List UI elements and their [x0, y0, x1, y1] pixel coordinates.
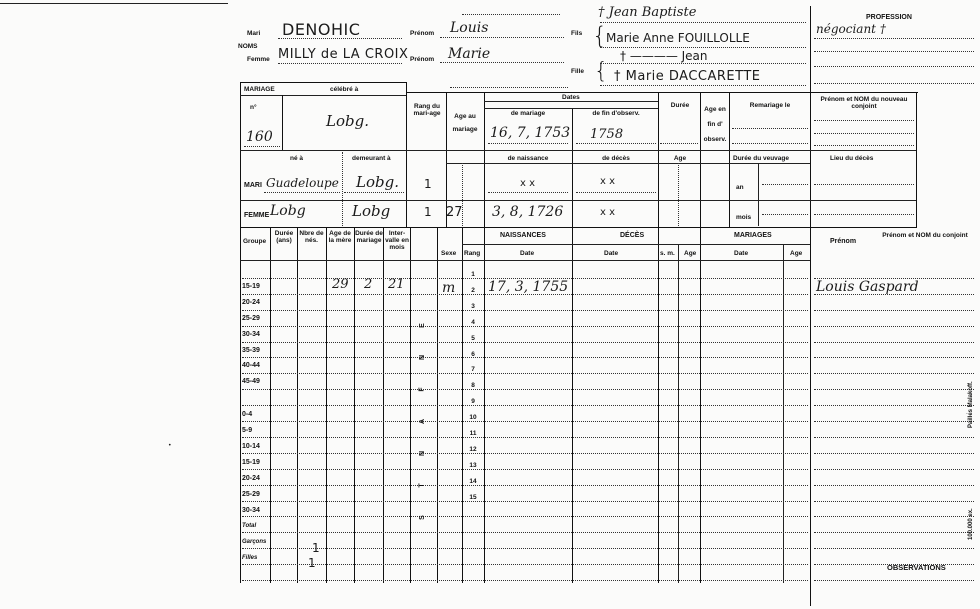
- veuvage-divider: [758, 163, 759, 226]
- table-row-rule-right: [814, 437, 974, 438]
- table-row-rule-right: [814, 548, 974, 549]
- femme-demeurant: Lobg: [352, 202, 391, 220]
- de-mariage-label: de mariage: [510, 110, 546, 117]
- mari-row-bottom: [240, 200, 916, 201]
- number-rule: [244, 146, 280, 147]
- group-label: 40-44: [242, 362, 260, 370]
- child1-duree-mariage: 2: [364, 277, 373, 292]
- profession-label: PROFESSION: [866, 14, 912, 21]
- femme-name: MILLY de LA CROIX: [278, 47, 409, 62]
- prof-rule1: [814, 38, 974, 39]
- prenom-top-line: [462, 14, 560, 15]
- remariage-rule2: [732, 143, 808, 144]
- th-intervalle: Inter-valle en mois: [385, 230, 409, 251]
- table-row-rule: [242, 485, 808, 486]
- conjoint-rule1: [814, 120, 914, 121]
- table-row-rule: [242, 532, 808, 533]
- th-age-mere: Age de la mère: [328, 230, 352, 244]
- enfants-letter: S: [418, 515, 426, 520]
- top-left-rule: [0, 3, 228, 4]
- table-row-rule-right: [814, 405, 974, 406]
- dates-sub-rule2: [484, 108, 658, 109]
- mari-prenom: Louis: [450, 20, 489, 36]
- table-row-rule-right: [814, 342, 974, 343]
- table-row-rule: [242, 548, 808, 549]
- side-text-1: Pailles Malakoff.: [968, 381, 974, 428]
- age-label: Age: [673, 155, 687, 162]
- rank-number: 15: [469, 493, 477, 501]
- rank-number: 14: [469, 477, 477, 485]
- total-label: Garçons: [242, 539, 267, 546]
- group-label: 5-9: [242, 427, 253, 434]
- age2-split-divider: [678, 163, 679, 226]
- table-row-rule: [242, 326, 808, 327]
- rank-number: 13: [469, 461, 477, 469]
- table-row-rule-right: [814, 389, 974, 390]
- duree-rule: [660, 143, 698, 144]
- th-mar-date: Date: [734, 250, 749, 257]
- fille-line1-rule: [600, 63, 806, 64]
- femme-label: Femme: [247, 56, 270, 63]
- table-row-rule-right: [814, 580, 974, 581]
- conjoint-rule3: [814, 145, 914, 146]
- nouveau-conjoint-label: Prénom et NOM du nouveau conjoint: [820, 96, 908, 110]
- group-label: 15-19: [242, 458, 260, 466]
- noms-label: NOMS: [238, 43, 258, 50]
- rank-number: 9: [471, 398, 475, 406]
- mari-ne: Guadeloupe: [266, 176, 339, 190]
- femme-row-label: FEMME: [244, 212, 270, 219]
- mari-label: Mari: [247, 30, 261, 37]
- right-column-divider: [810, 6, 811, 606]
- fille-line2-rule: [600, 85, 806, 86]
- mari-nais-rule: [488, 192, 568, 193]
- fils-line1-rule: [600, 22, 806, 23]
- fils-line2: Marie Anne FOUILLOLLE: [606, 31, 750, 45]
- fils-label: Fils: [571, 30, 583, 37]
- group-label: 30-34: [242, 330, 260, 338]
- enfants-letter: N: [419, 450, 427, 457]
- no-label: n°: [250, 104, 257, 111]
- enfants-letter: A: [419, 418, 427, 425]
- age-au-mariage-label: Age au mariage: [452, 113, 478, 133]
- mariage-place: Lobg.: [326, 112, 369, 130]
- ne-a-label: né à: [290, 155, 304, 162]
- rank-number: 5: [471, 334, 475, 342]
- veuvage-rule2: [762, 214, 808, 215]
- mariage-box-right: [406, 82, 407, 228]
- rang-label: Rang du mari-age: [413, 103, 441, 117]
- th-groupe: Groupe: [243, 238, 267, 245]
- table-row-rule-right: [814, 453, 974, 454]
- celebre-label: célébré à: [330, 86, 359, 93]
- table-row-rule-right: [814, 532, 974, 533]
- enfants-letter: F: [418, 387, 426, 392]
- margin-mark-1: ·: [966, 411, 968, 418]
- th-prenom: Prénom: [830, 238, 857, 245]
- veuvage-rule1: [762, 184, 808, 185]
- th-naiss-date: Date: [520, 250, 535, 257]
- th-deces: DÉCÈS: [620, 232, 645, 239]
- femme-rang: 1: [424, 205, 432, 219]
- mariage-number: 160: [246, 129, 273, 145]
- fin-observ-label: de fin d'observ.: [592, 110, 640, 117]
- rank-number: 3: [471, 302, 475, 310]
- demeurant-divider: [342, 152, 343, 226]
- fils-line1: † Jean Baptiste: [598, 5, 697, 20]
- femme-prenom: Marie: [448, 46, 491, 62]
- remariage-rule1: [732, 128, 808, 129]
- group-label: 15-19: [242, 282, 260, 290]
- prenom-label-femme: Prénom: [410, 56, 435, 63]
- th-naissances: NAISSANCES: [500, 232, 546, 239]
- rank-number: 11: [469, 430, 477, 437]
- fille-label: Fille: [571, 68, 585, 75]
- femme-name-line: [278, 63, 402, 64]
- children-header-bottom: [240, 260, 810, 261]
- dates-sub-rule: [484, 101, 658, 102]
- mariage-sub-rule: [240, 95, 406, 96]
- mois-label: mois: [736, 214, 752, 221]
- table-row-rule: [242, 564, 808, 565]
- mari-deces: x x: [600, 176, 616, 187]
- group-label: 0-4: [242, 411, 253, 419]
- observations-label: OBSERVATIONS: [887, 563, 946, 572]
- enfants-letter: N: [419, 354, 427, 361]
- table-row-rule-right: [814, 501, 974, 502]
- children-sub-rule: [462, 244, 810, 245]
- femme-ne: Lobg: [270, 203, 306, 219]
- dates-label: Dates: [562, 94, 580, 101]
- rank-number: 1: [471, 271, 475, 278]
- mariage-box-left: [240, 82, 241, 228]
- group-label: 20-24: [242, 474, 260, 482]
- mari-name: DENOHIC: [282, 20, 361, 39]
- garcons-value: 1: [308, 556, 316, 570]
- table-row-rule: [242, 437, 808, 438]
- mari-dem-rule: [344, 192, 404, 193]
- th-mariages: MARIAGES: [734, 232, 772, 239]
- group-label: 30-34: [242, 506, 260, 514]
- child1-naissance: 17, 3, 1755: [488, 279, 569, 295]
- rank-number: 7: [471, 366, 475, 374]
- th-nbre: Nbre de nés.: [299, 230, 324, 244]
- age-fin-label: Age en fin d' observ.: [703, 106, 727, 143]
- fille-line2: † Marie DACCARETTE: [614, 69, 761, 84]
- dates-box-top: [406, 92, 810, 93]
- children-left: [240, 227, 241, 583]
- table-row-rule: [242, 389, 808, 390]
- femme-age: 27: [446, 205, 463, 220]
- mari-row-label: MARI: [244, 182, 262, 189]
- table-row-rule: [242, 516, 808, 517]
- lieu-rule1: [814, 184, 914, 185]
- femme-prenom-line: [440, 62, 564, 63]
- dates-right-divider: [658, 92, 659, 228]
- table-row-rule-right: [814, 373, 974, 374]
- mari-dec-rule: [576, 192, 656, 193]
- side-text-2: 100.000 ex.: [968, 508, 974, 540]
- age-fin-divider: [729, 92, 730, 228]
- enfants-letter: E: [418, 323, 426, 328]
- duree-divider: [700, 92, 701, 228]
- margin-dot: •: [168, 442, 172, 449]
- conjoint-box-top: [810, 92, 918, 93]
- th-rang: Rang: [464, 250, 481, 257]
- femme-deces: x x: [600, 207, 616, 218]
- prof-rule4: [814, 83, 974, 84]
- fils-line2-rule: [600, 47, 806, 48]
- lieu-deces-label: Lieu du décès: [830, 155, 874, 162]
- demeurant-label: demeurant à: [352, 155, 391, 162]
- no-divider: [282, 95, 283, 150]
- group-label: 35-39: [242, 346, 260, 354]
- total-value: 1: [312, 541, 320, 555]
- rank-number: 2: [471, 286, 475, 294]
- fille-brace: {: [594, 59, 608, 84]
- table-row-rule: [242, 342, 808, 343]
- prof-rule2: [814, 51, 974, 52]
- profession-value: négociant †: [816, 22, 886, 36]
- an-label: an: [736, 184, 744, 191]
- total-label: Filles: [242, 555, 258, 562]
- th-duree-mariage: Durée de mariage: [355, 230, 383, 244]
- rank-number: 10: [469, 414, 477, 422]
- fille-line1: † ———— Jean: [620, 49, 708, 63]
- prenom-label-mari: Prénom: [410, 30, 435, 37]
- marriage-box-bottom: [240, 227, 916, 228]
- person-sub-rule: [446, 163, 810, 164]
- th-sm: s. m.: [660, 250, 675, 257]
- table-row-rule-right: [814, 485, 974, 486]
- prof-rule3: [814, 66, 974, 67]
- table-row-rule: [242, 310, 808, 311]
- rank-number: 6: [471, 350, 475, 358]
- table-row-rule: [242, 469, 808, 470]
- group-label: 25-29: [242, 314, 260, 322]
- naissance-label: de naissance: [507, 155, 549, 162]
- mari-naissance: x x: [520, 178, 536, 189]
- group-label: 45-49: [242, 378, 260, 386]
- date-mariage: 16, 7, 1753: [490, 125, 571, 141]
- group-label: 10-14: [242, 442, 260, 450]
- child1-intervalle: 21: [388, 277, 405, 292]
- lieu-rule2: [814, 214, 914, 215]
- conjoint-rule2: [814, 133, 914, 134]
- mariage-box-top: [240, 82, 406, 83]
- child1-prenom: Louis Gaspard: [816, 279, 919, 295]
- femme-naissance: 3, 8, 1726: [492, 204, 564, 220]
- th-prenom-nom-conjoint: Prénom et NOM du conjoint: [882, 232, 968, 239]
- fils-brace: {: [592, 22, 608, 50]
- date-mariage-rule: [488, 143, 568, 144]
- age-divider: [484, 92, 485, 228]
- th-age: Age: [684, 250, 697, 257]
- mariage-label: MARIAGE: [244, 86, 275, 93]
- table-row-rule: [242, 373, 808, 374]
- prenom-bottom-line: [450, 87, 568, 88]
- deces-label: de décès: [602, 155, 630, 162]
- total-label: Total: [242, 523, 257, 530]
- table-row-rule-right: [814, 310, 974, 311]
- th-mar-age: Age: [790, 250, 803, 257]
- mari-name-line: [278, 38, 402, 39]
- table-row-rule-right: [814, 469, 974, 470]
- rank-number: 12: [469, 445, 477, 453]
- person-header-rule: [240, 150, 916, 151]
- table-row-rule-right: [814, 516, 974, 517]
- mari-demeurant: Lobg.: [356, 173, 399, 191]
- conjoint-box-right: [916, 92, 917, 228]
- mari-rang: 1: [424, 177, 432, 191]
- table-row-rule-right: [814, 421, 974, 422]
- remariage-label: Remariage le: [749, 102, 791, 109]
- group-label: 20-24: [242, 298, 260, 306]
- table-row-rule: [242, 405, 808, 406]
- th-duree: Durée (ans): [274, 230, 294, 244]
- duree-label: Durée: [670, 102, 690, 109]
- rank-number: 8: [471, 382, 475, 390]
- th-deces-date: Date: [604, 250, 619, 257]
- table-row-rule: [242, 354, 808, 361]
- child1-age-mere: 29: [332, 277, 349, 292]
- group-label: 25-29: [242, 490, 260, 498]
- table-row-rule: [242, 450, 808, 457]
- table-row-rule-right: [814, 357, 974, 358]
- dates-mid-divider: [572, 108, 573, 228]
- table-row-rule-right: [814, 326, 974, 327]
- child1-sexe: m: [442, 280, 456, 296]
- date-fin: 1758: [590, 127, 624, 142]
- duree-veuvage-label: Durée du veuvage: [733, 155, 789, 162]
- table-row-rule: [242, 580, 808, 581]
- rank-number: 4: [471, 318, 475, 326]
- mari-prenom-line: [440, 37, 564, 38]
- date-fin-rule: [576, 143, 656, 144]
- enfants-letter: T: [418, 483, 426, 488]
- table-row-rule: [242, 501, 808, 502]
- mari-ne-rule: [264, 192, 340, 193]
- th-sexe: Sexe: [441, 250, 457, 257]
